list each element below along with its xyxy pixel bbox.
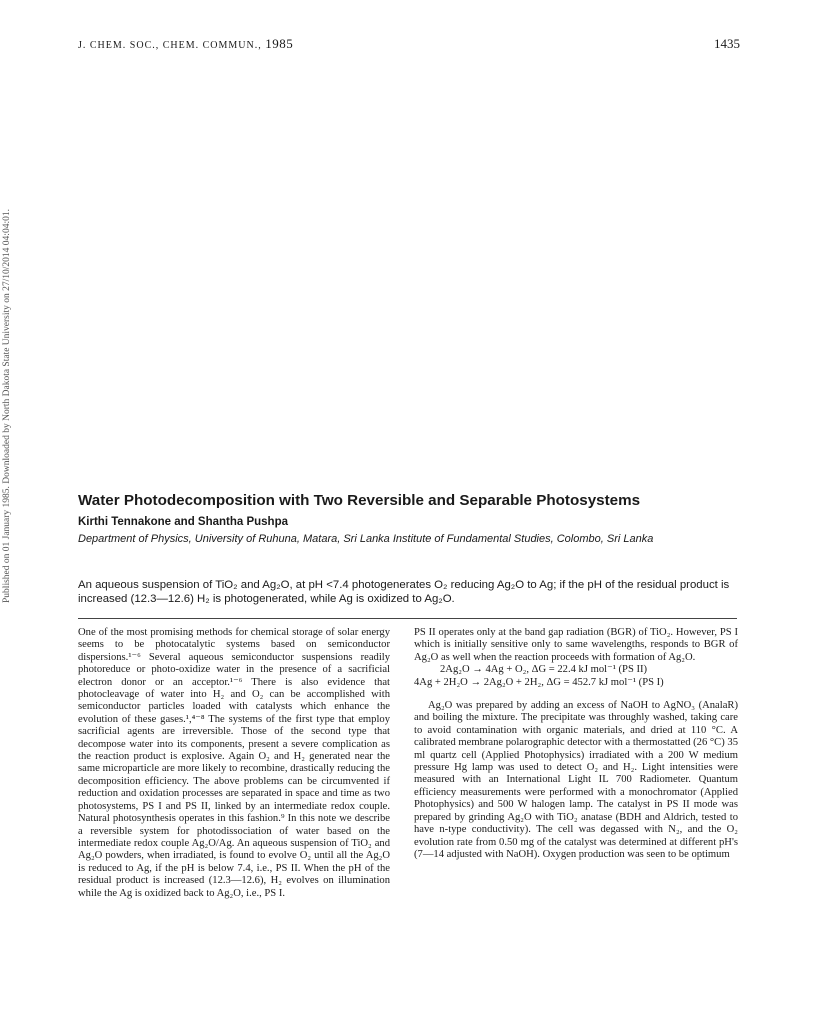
page-number: 1435	[714, 36, 740, 51]
article-abstract: An aqueous suspension of TiO₂ and Ag₂O, at pH <7.4 photogenerates O₂ reducing Ag₂O to Ag; if the pH of the residual product is increased (12.3—12.6) H₂ is photogenerated, while Ag is oxidized to Ag₂O.	[78, 579, 730, 605]
article-affiliation: Department of Physics, University of Ruhuna, Matara, Sri Lanka Institute of Fundamental Studies, Colombo, Sri Lanka	[78, 533, 654, 545]
body-right-column	[414, 627, 738, 861]
journal-year: 1985	[265, 36, 294, 51]
body-paragraph: One of the most promising methods for chemical storage of solar energy seems to be photocatalytic systems based on semiconductor dispersions.¹⁻⁶ Several aqueous semiconductor suspensions readily photoreduce or photo-oxidize water in the presence of a sacrificial electron donor or an acceptor.¹⁻⁶ There is also evidence that photocleavage of water into H₂ and O₂ can be accomplished with semiconductor particles loaded with catalysts which enhance the evolution of these gases.¹,⁴⁻⁸ The systems of the first type that employ sacrificial agents are irreversible. Those of the second type that decompose water into its components, present a severe complication as the reaction product is explosive. Again O₂ and H₂ generated near the same microparticle are more likely to recombine, drastically reducing the decomposition efficiency. The above problems can be circumvented if reduction and oxidation processes are separated in space and time as two photosystems, PS I and PS II, linked by an intermediate redox couple. Natural photosynthesis operates in this fashion.⁹ In this note we describe a reversible system for photodissociation of water based on the intermediate redox couple Ag₂O/Ag. An aqueous suspension of TiO₂ and Ag₂O powders, when irradiated, is found to evolve O₂ until all the Ag₂O is reduced to Ag, if the pH is below 7.4, i.e., PS II. When the pH of the residual product is increased (12.3—12.6), H₂ evolves on illumination while the Ag is oxidized back to Ag₂O, i.e., PS I.	[78, 627, 390, 899]
body-left-column	[78, 627, 390, 900]
equation-ps2: 2Ag₂O → 4Ag + O₂, ΔG = 22.4 kJ mol⁻¹ (PS II)	[440, 664, 648, 676]
article-title: Water Photodecomposition with Two Reversible and Separable Photosystems	[78, 492, 641, 509]
publication-side-note: Published on 01 January 1985. Downloaded by North Dakota State University on 27/10/2014 04:04:01.	[2, 209, 12, 603]
equation-ps1: 4Ag + 2H₂O → 2Ag₂O + 2H₂, ΔG = 452.7 kJ mol⁻¹ (PS I)	[414, 676, 664, 688]
section-divider	[78, 618, 737, 619]
article-authors: Kirthi Tennakone and Shantha Pushpa	[78, 516, 289, 528]
journal-header	[78, 36, 293, 52]
body-paragraph: PS II operates only at the band gap radiation (BGR) of TiO₂. However, PS I which is initially sensitive only to same wavelengths, responds to BGR of Ag₂O as well when the reaction proceeds with formation of Ag₂O.	[414, 627, 738, 663]
body-paragraph: Ag₂O was prepared by adding an excess of NaOH to AgNO₃ (AnalaR) and boiling the mixture. The precipitate was throughly washed, taking care to avoid contamination with organic materials, and dried at 110 °C. A calibrated membrane polarographic detector with a thermostatted (26 °C) 35 ml quartz cell (Applied Photophysics) irradiated with a 200 W medium pressure Hg lamp was used to detect O₂ and H₂. Light intensities were measured with an International Light IL 700 Radiometer. Quantum efficiency measurements were performed with a monochromator (Applied Photophysics) and 500 W halogen lamp. The catalyst in PS II mode was prepared by grinding Ag₂O with TiO₂ anatase (BDH and Aldrich, tested to have n-type conductivity). The cell was degassed with N₂, and the O₂ evolution rate from 0.50 mg of the catalyst was determined at different pH's (7—14 adjusted with NaOH). Oxygen production was seen to be optimum	[414, 700, 738, 860]
journal-name: J. CHEM. SOC., CHEM. COMMUN.,	[78, 40, 262, 51]
